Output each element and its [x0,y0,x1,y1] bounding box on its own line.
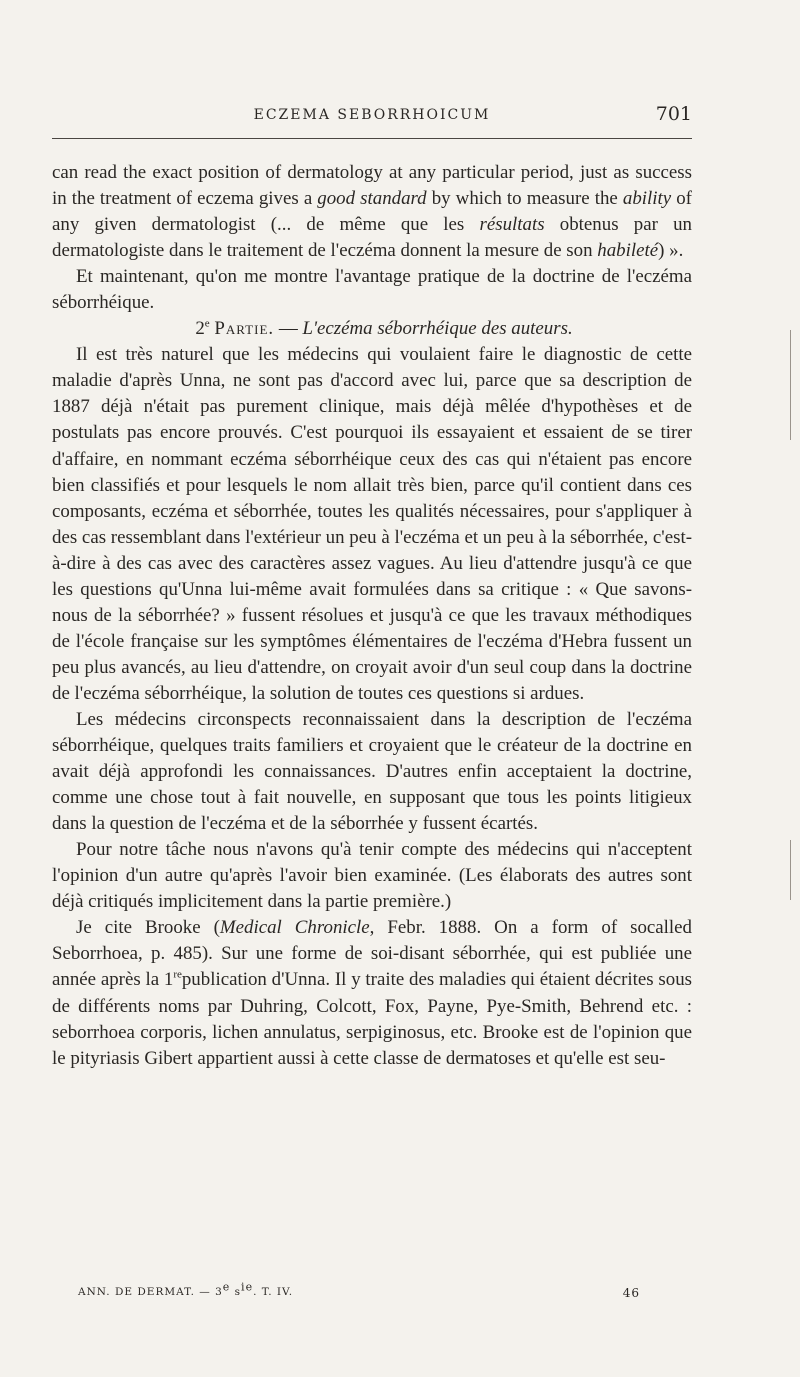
footer-signature: ANN. DE DERMAT. — 3e $s^{ie}$. T. IV. [78,1280,294,1298]
running-head [52,103,692,131]
page-footer [78,1280,640,1306]
running-title: ECZEMA SEBORRHOICUM [253,107,491,123]
margin-mark [790,330,791,440]
paragraph-5: Pour notre tâche nous n'avons qu'à tenir compte des médecins qui n'acceptent l'opinion d'un autre qu'après l'avoir bien examinée. (Les élaborats des autres sont déjà critiqués implicitement dans la partie première.) [52,839,692,913]
paragraph-2: Et maintenant, qu'on me montre l'avantage pratique de la doctrine de l'eczéma séborrhéique. [52,266,692,314]
page-number: 701 [655,103,692,125]
paragraph-1: can read the exact position of dermatology at any particular period, just as success in the treatment of eczema gives a good standard by which to measure the ability of any given dermatologist (... de même que les résultats obtenus par un dermatologiste dans le traitement de l'eczéma donnent la mesure de son habileté) ». [52,162,692,262]
paragraph-4: Les médecins circonspects reconnaissaient dans la description de l'eczéma séborrhéique, quelques traits familiers et croyaient que le créateur de la doctrine en avait déjà approfondi les connaissances. D'autres enfin acceptaient la doctrine, comme une chose tout à fait nouvelle, en supposant que tous les points litigieux dans la question de l'eczéma et de la séborrhée y fussent écartés. [52,708,692,835]
header-rule [52,138,692,139]
signature-number: 46 [622,1286,640,1300]
body-text [52,160,692,1072]
paragraph-6: Je cite Brooke (Medical Chronicle, Febr. 1888. On a form of socalled Seborrhoea, p. 485). Sur une forme de soi-disant séborrhée, qui est publiée une année après la 1republication d'Unna. Il y traite des maladies qui étaient décrites sous de différents noms par Duhring, Colcott, Fox, Payne, Pye-Smith, Behrend etc. : seborrhoea corporis, lichen annulatus, serpiginosus, etc. Brooke est de l'opinion que le pityriasis Gibert appartient aussi à cette classe de dermatoses et qu'elle est seu- [52,917,692,1069]
margin-mark [790,840,791,900]
section-heading: 2e Partie. — L'eczéma séborrhéique des auteurs. [195,317,573,340]
paragraph-3: Il est très naturel que les médecins qui voulaient faire le diagnostic de cette maladie d'après Unna, ne sont pas d'accord avec lui, parce que sa description de 1887 déjà n'était pas purement clinique, mais déjà mêlée d'hypothèses et de postulats pas encore prouvés. C'est pourquoi ils essayaient et essaient de se tirer d'affaire, en nommant eczéma séborrhéique ceux des cas qui n'étaient pas encore bien classifiés et pour lesquels le nom allait très bien, parce qu'il contient dans ces composants, eczéma et séborrhée, toutes les qualités nécessaires, pour s'appliquer à des cas ressemblant dans l'extérieur un peu à l'eczéma et un peu à la séborrhée, c'est-à-dire à des cas avec des caractères assez vagues. Au lieu d'attendre jusqu'à ce que les questions qu'Unna lui-même avait formulées dans sa critique : « Que savons-nous de la séborrhée? » fussent résolues et jusqu'à ce que les travaux méthodiques de l'école française sur les symptômes élémentaires de l'eczéma d'Hebra fussent un peu plus avancés, au lieu d'attendre, on croyait avoir d'un seul coup dans la doctrine de l'eczéma séborrhéique, la solution de toutes ces questions si ardues. [52,344,692,704]
